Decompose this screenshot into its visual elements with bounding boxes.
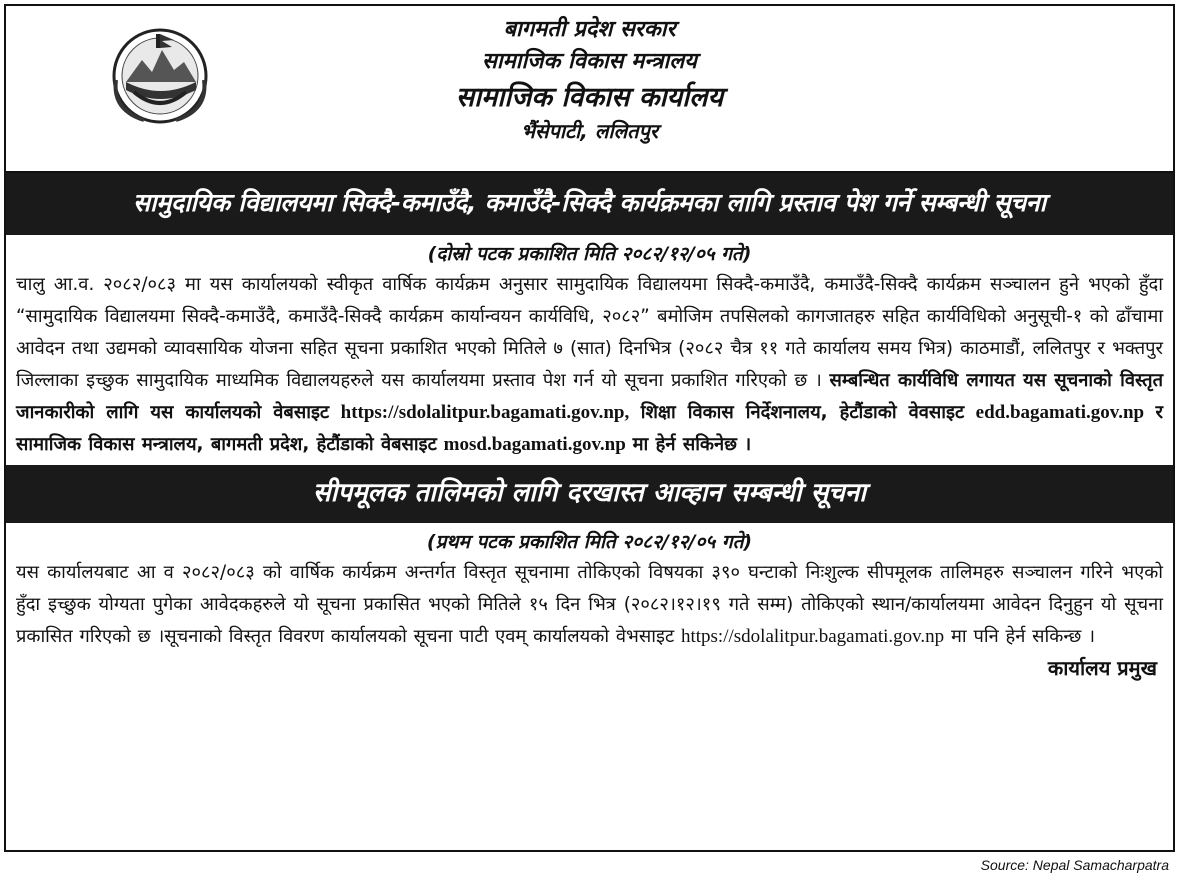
notice-header [6, 6, 1173, 173]
notice1-section [6, 235, 1173, 461]
notice2-pubdate: (प्रथम पटक प्रकाशित मिति २०८२/१२/०५ गते) [426, 531, 753, 553]
ministry-name: सामाजिक विकास मन्त्रालय [482, 48, 697, 74]
signature: कार्यालय प्रमुख [1047, 656, 1157, 680]
notice2-title: सीपमूलक तालिमको लागि दरखास्त आव्हान सम्बन्धी सूचना [6, 465, 1173, 523]
source-credit: Source: Nepal Samacharpatra [980, 857, 1169, 873]
notice1-body [16, 269, 1163, 461]
notice1-body-text: चालु आ.व. २०८२/०८३ मा यस कार्यालयको स्वीकृत वार्षिक कार्यक्रम अनुसार सामुदायिक विद्यालयमा सिक्दै-कमाउँदै, कमाउँदै-सिक्दै कार्यक्रम सञ्चालन हुने भएको हुँदा “सामुदायिक विद्यालयमा सिक्दै-कमाउँदै, कमाउँदै-सिक्दै कार्यक्रम कार्यान्वयन कार्यविधि, २०८२” बमोजिम तपसिलको कागजातहरु सहित कार्यविधिको अनुसूची-१ को ढाँचामा आवेदन तथा उद्यमको व्यावसायिक योजना सहित सूचना प्रकाशित भएको मितिले ७ (सात) दिनभित्र (२०८२ चैत्र ११ गते कार्यालय समय भित्र) काठमाडौं, ललितपुर र भक्तपुर जिल्लाका इच्छुक सामुदायिक माध्यमिक विद्यालयहरुले यस कार्यालयमा प्रस्ताव पेश गर्न यो सूचना प्रकाशित गरिएको छ । [16, 274, 1163, 391]
notice1-url-sdo[interactable]: https://sdolalitpur.bagamati.gov.np, [340, 402, 630, 423]
government-name: बागमती प्रदेश सरकार [503, 17, 676, 42]
notice-frame [4, 4, 1175, 852]
notice2-tail: मा पनि हेर्न सकिन्छ । [950, 626, 1096, 647]
notice1-title: सामुदायिक विद्यालयमा सिक्दै-कमाउँदै, कमाउँदै-सिक्दै कार्यक्रमका लागि प्रस्ताव पेश गर्ने सम्बन्धी सूचना [6, 173, 1173, 235]
notice1-bold3: र सामाजिक विकास मन्त्रालय, बागमती प्रदेश, हेटौंडाको वेबसाइट [16, 402, 1164, 455]
notice2-body [16, 557, 1163, 653]
notice1-bold4: मा हेर्न सकिनेछ । [632, 434, 752, 455]
notice1-bold1: सम्बन्धित कार्यविधि लगायत यस सूचनाको विस्तृत जानकारीको लागि यस कार्यालयको वेबसाइट [16, 370, 1163, 423]
notice2-section [6, 523, 1173, 683]
notice1-url-edd[interactable]: edd.bagamati.gov.np [975, 402, 1145, 423]
notice1-pubdate: (दोस्रो पटक प्रकाशित मिति २०८२/१२/०५ गते) [427, 243, 752, 265]
notice1-bold2: शिक्षा विकास निर्देशनालय, हेटौंडाको वेवसाइट [640, 402, 965, 423]
office-address: भैंसेपाटी, ललितपुर [520, 118, 659, 143]
office-name: सामाजिक विकास कार्यालय [455, 81, 724, 113]
notice2-body-text: यस कार्यालयबाट आ व २०८२/०८३ को वार्षिक कार्यक्रम अन्तर्गत विस्तृत सूचनामा तोकिएको विषयका ३९० घन्टाको निःशुल्क सीपमूलक तालिमहरु सञ्चालन गरिने भएको हुँदा इच्छुक योग्यता पुगेका आवेदकहरुले यो सूचना प्रकासित भएको मितिले १५ दिन भित्र (२०८२।१२।१९ गते सम्म) तोकिएको स्थान/कार्यालयमा आवेदन दिनुहुन यो सूचना प्रकासित गरिएको छ ।सूचनाको विस्तृत विवरण कार्यालयको सूचना पाटी एवम् कार्यालयको वेभसाइट [16, 562, 1163, 647]
notice1-url-mosd[interactable]: mosd.bagamati.gov.np [443, 434, 626, 455]
notice2-url[interactable]: https://sdolalitpur.bagamati.gov.np [680, 626, 945, 647]
